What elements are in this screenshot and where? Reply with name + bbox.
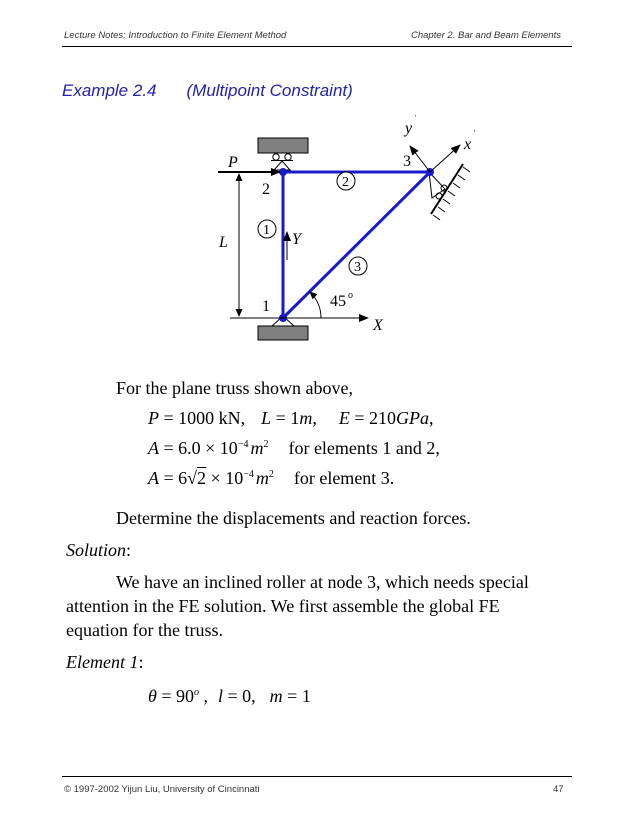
- local-x-axis-arrow: [430, 145, 460, 172]
- truss-figure: [0, 0, 638, 380]
- truss-members: [283, 172, 430, 318]
- node-2: [279, 168, 287, 176]
- label-element-1: 1: [263, 223, 270, 238]
- exponent: 2: [263, 439, 269, 450]
- exponent: −4: [237, 439, 249, 450]
- sqrt-symbol: √: [187, 468, 198, 488]
- colon: :: [138, 652, 144, 672]
- roller-wheel: [273, 154, 279, 160]
- unit-m: m: [250, 438, 264, 458]
- unit-m: m: [299, 408, 313, 428]
- running-header-left: Lecture Notes: Introduction to Finite Element Method: [64, 30, 287, 41]
- label-local-x-prime: ': [474, 129, 476, 137]
- label-element-2: 2: [342, 175, 349, 190]
- area-applies-to: for elements 1 and 2,: [288, 438, 440, 458]
- unit-m: m: [255, 468, 269, 488]
- solution-paragraph-line-3: equation for the truss.: [66, 620, 223, 640]
- comma: ,: [312, 408, 317, 428]
- colon: :: [126, 540, 132, 560]
- equation-area-elements-1-2: [148, 438, 440, 459]
- equation-load-length-modulus: [148, 408, 433, 429]
- var-L: L: [261, 408, 272, 428]
- var-l: l: [218, 686, 224, 706]
- solution-paragraph-line-2: attention in the FE solution. We first assemble the global FE: [66, 596, 500, 616]
- label-local-y-prime: ': [415, 114, 417, 122]
- equation-area-element-3: [148, 468, 394, 489]
- label-P: P: [228, 154, 238, 171]
- member-3: [283, 172, 430, 318]
- label-node-2: 2: [262, 181, 270, 198]
- label-degree: o: [348, 290, 353, 301]
- var-P: P: [148, 408, 159, 428]
- top-wall-support: [258, 138, 308, 153]
- label-angle: 45: [330, 293, 346, 310]
- sqrt-argument: 2: [197, 468, 207, 488]
- intro-text: For the plane truss shown above,: [116, 378, 353, 398]
- var-A: A: [148, 468, 159, 488]
- exponent: −4: [243, 469, 254, 480]
- element-1-heading: [66, 652, 144, 673]
- value-l: = 0,: [223, 686, 256, 706]
- label-node-3: 3: [403, 153, 411, 170]
- unit-GPa: GPa: [395, 408, 429, 428]
- label-Y: Y: [292, 231, 301, 248]
- example-subtitle: (Multipoint Constraint): [186, 81, 353, 100]
- var-E: E: [338, 408, 350, 428]
- footer-rule: [62, 776, 572, 777]
- value-P: = 1000 kN,: [159, 408, 246, 428]
- local-y-axis-arrow: [410, 146, 430, 172]
- label-element-3: 3: [354, 260, 361, 275]
- label-local-y: y: [405, 120, 413, 137]
- degree-symbol: o: [194, 687, 199, 698]
- equation-element-1-direction: [148, 686, 311, 707]
- var-theta: θ: [148, 686, 157, 706]
- var-A: A: [148, 438, 159, 458]
- element-label: Element 1: [66, 652, 139, 672]
- value-m: = 1: [282, 686, 311, 706]
- solution-label: Solution: [66, 540, 127, 560]
- page-number: 47: [553, 784, 564, 795]
- label-local-x: x: [464, 136, 472, 153]
- running-header-right: Chapter 2. Bar and Beam Elements: [411, 30, 561, 41]
- value-A: = 6: [159, 468, 188, 488]
- label-L: L: [219, 234, 228, 251]
- exponent: 2: [268, 469, 274, 480]
- var-m: m: [269, 686, 283, 706]
- solution-heading: [66, 540, 131, 561]
- area-applies-to: for element 3.: [293, 468, 395, 488]
- task-text: Determine the displacements and reaction forces.: [116, 508, 471, 528]
- value-A: = 6.0 × 10: [159, 438, 238, 458]
- angle-arc: [310, 292, 321, 318]
- example-number: Example 2.4: [62, 81, 157, 100]
- roller-wheel: [285, 154, 291, 160]
- comma: ,: [428, 408, 434, 428]
- label-X: X: [373, 317, 383, 334]
- label-node-1: 1: [262, 298, 270, 315]
- node3-inclined-roller: [429, 164, 470, 220]
- value-E: = 210: [349, 408, 396, 428]
- solution-paragraph-line-1: We have an inclined roller at node 3, which needs special: [116, 572, 529, 592]
- value-theta: = 90: [156, 686, 194, 706]
- footer-copyright: © 1997-2002 Yijun Liu, University of Cincinnati: [64, 784, 260, 795]
- comma: ,: [199, 686, 208, 706]
- value-A: × 10: [206, 468, 244, 488]
- bottom-wall-support: [258, 326, 308, 340]
- value-L: = 1: [271, 408, 300, 428]
